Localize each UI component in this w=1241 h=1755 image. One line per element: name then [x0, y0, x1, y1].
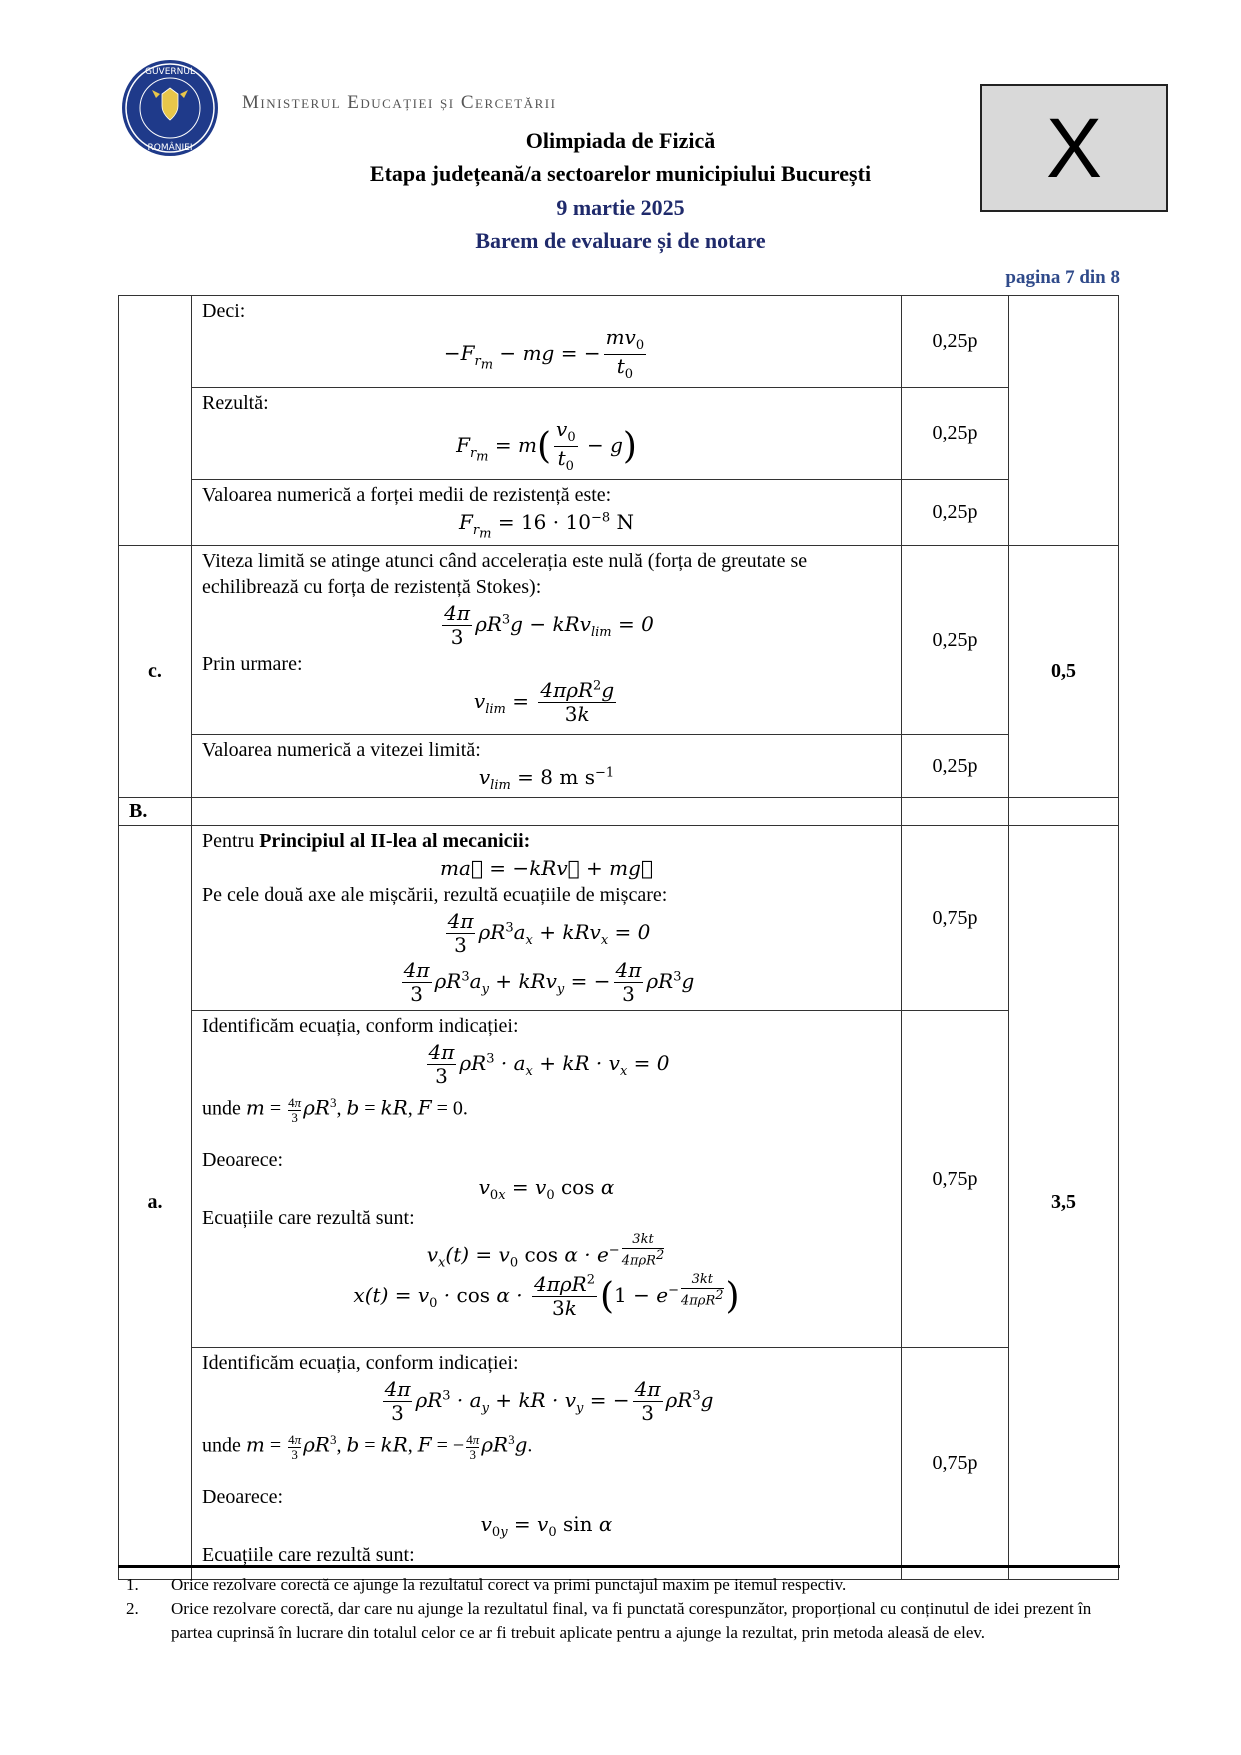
- step-text: unde: [202, 1435, 241, 1457]
- solution-cell: [192, 826, 902, 1011]
- section-label: B.: [119, 798, 192, 826]
- points-cell: 0,25p: [902, 546, 1009, 735]
- force-unit: N: [616, 509, 634, 534]
- item-label: a.: [119, 826, 192, 1580]
- table-row: [119, 546, 1119, 735]
- step-text: Deoarece:: [202, 1149, 284, 1172]
- equation: $\frac{4\pi}{3}$ $\rho R^3g - kRv_{lim} = 0$: [444, 601, 654, 650]
- ministry-name: Ministerul Educației și Cercetării: [242, 92, 557, 113]
- velocity-exponent: −1: [594, 765, 615, 781]
- total-cell: 3,5: [1009, 826, 1119, 1580]
- empty-cell: [902, 798, 1009, 826]
- exam-date: 9 martie 2025: [556, 195, 685, 220]
- table-row: [119, 735, 1119, 798]
- grade-box: X: [980, 84, 1168, 212]
- footnote-text: Orice rezolvare corectă, dar care nu ajunge la rezultatul final, va fi punctată corespunzător, proporțional cu conținutul de idei prezent în partea cuprinsă în lucrare din totalul celor ce ar fi trebuit aplicate pentru a ajunge la rezultat, prin metoda aleasă de elev.: [171, 1599, 1092, 1642]
- step-text: unde: [202, 1098, 241, 1120]
- points-cell: 0,75p: [902, 826, 1009, 1011]
- step-text: Identificăm ecuația, conform indicației:: [202, 1015, 519, 1038]
- step-text: Pe cele două axe ale mișcării, rezultă ecuațiile de mișcare:: [202, 884, 668, 907]
- solution-cell: [192, 296, 902, 388]
- svg-text:GUVERNUL: GUVERNUL: [145, 67, 195, 77]
- olympiad-title: Olimpiada de Fizică: [525, 128, 716, 153]
- step-text: Prin urmare:: [202, 653, 303, 676]
- step-text-bold: Principiul al II-lea al mecanicii:: [259, 830, 531, 853]
- footnote-item: [118, 1597, 1118, 1645]
- item-label: c.: [119, 546, 192, 798]
- step-text: Ecuațiile care rezultă sunt:: [202, 1207, 415, 1230]
- step-text: Deci:: [202, 300, 246, 322]
- table-row: [119, 296, 1119, 388]
- step-text: Rezultă:: [202, 391, 269, 414]
- points-cell: 0,75p: [902, 1011, 1009, 1348]
- equation: $v_{0y} = v_0$ sin α: [480, 1512, 613, 1541]
- equation: $\frac{4\pi}{3}$ $\rho R^3 \cdot a_y$ + kR · $v_y$ = − $\frac{4\pi}{3}$ $\rho R^3g$: [384, 1377, 714, 1426]
- equation: $v_{lim} = 8$ m $s^{-1}$: [478, 765, 615, 794]
- footnote-divider: [118, 1565, 1120, 1568]
- points-cell: 0,25p: [902, 387, 1009, 479]
- equation: $\frac{4\pi}{3}$ $\rho R^3 \cdot a_x$ + kR · $v_x = 0$: [428, 1040, 670, 1089]
- empty-cell: [1009, 798, 1119, 826]
- table-row: [119, 1011, 1119, 1348]
- item-label-empty: [119, 296, 192, 546]
- force-value: 16 · 10: [520, 509, 591, 534]
- step-text: Ecuațiile care rezultă sunt:: [202, 1544, 415, 1567]
- step-text: Pentru: [202, 830, 255, 853]
- footnote-number: 1.: [126, 1575, 139, 1594]
- points-cell: 0,75p: [902, 1348, 1009, 1580]
- solution-cell: Identificăm ecuația, conform indicației: $\frac{4\pi}{3}$ $\rho R^3 \cdot a_y$ + kR · $v_y$ = − $\frac{4\pi}{3}$ $\rho R^3g$ unde m = $\frac{4\pi}{3}$ $\rho R^3$, b = kR, F = − $\frac{4\pi}{3}$ $\rho R^3g$. Deoarece: $v_{0y} = v_0$ sin α Ecuațiile care rezultă sunt:: [192, 1348, 902, 1580]
- equation: $F_{r_m} = 16 \cdot 10^{-8}$ N: [459, 509, 634, 542]
- table-row: [119, 1348, 1119, 1580]
- equation: $-F_{r_m}$ − mg = − $\frac{mv_0}{t_0}$: [443, 325, 645, 382]
- velocity-value: 8 m s: [540, 765, 595, 790]
- step-text: Identificăm ecuația, conform indicației:: [202, 1352, 519, 1375]
- force-exponent: −8: [590, 510, 611, 526]
- equation: $\frac{4\pi}{3}$ $\rho R^3a_y + kRv_y$ = − $\frac{4\pi}{3}$ $\rho R^3g$: [403, 958, 695, 1007]
- points-cell: 0,25p: [902, 296, 1009, 388]
- solution-cell: [192, 546, 902, 735]
- svg-text:ROMÂNIEI: ROMÂNIEI: [147, 143, 193, 153]
- footnotes: [118, 1573, 1118, 1645]
- footnote-item: [118, 1573, 1118, 1597]
- points-cell: 0,25p: [902, 735, 1009, 798]
- points-cell: 0,25p: [902, 479, 1009, 546]
- table-row: [119, 387, 1119, 479]
- equation: $\frac{4\pi}{3}$ $\rho R^3a_x + kRv_x = 0$: [447, 909, 651, 958]
- table-row: [119, 479, 1119, 546]
- total-cell-empty: [1009, 296, 1119, 546]
- empty-cell: [192, 798, 902, 826]
- scoring-table: [118, 295, 1119, 1580]
- step-text: Valoarea numerică a vitezei limită:: [202, 739, 481, 762]
- equation: $v_x(t) = v_0$ $\cos \alpha \cdot e^{- 3kt 4\pi\rho R^2}$: [426, 1232, 665, 1271]
- step-text: Viteza limită se atinge atunci când accelerația este nulă (forța de greutate se echilibrează cu forța de rezistență Stokes):: [202, 550, 808, 599]
- equation: $F_{r_m} = m$( $\frac{v_0}{t_0}$ − g): [456, 416, 637, 474]
- stage-title: Etapa județeană/a sectoarelor municipiului București: [369, 161, 872, 186]
- equation: $v_{0x} = v_0$ cos α: [478, 1175, 615, 1204]
- footnote-number: 2.: [126, 1599, 139, 1618]
- document-type: Barem de evaluare și de notare: [475, 228, 766, 253]
- equation: $v_{lim}$ = $\frac{4\pi\rho R^2g}{3k}$: [473, 678, 615, 727]
- step-text: Deoarece:: [202, 1486, 284, 1509]
- equation: ma⃗ = −kRv⃗ + mg⃗: [440, 856, 653, 881]
- table-row: [119, 826, 1119, 1011]
- page-number: pagina 7 din 8: [1005, 267, 1120, 288]
- table-row: [119, 798, 1119, 826]
- solution-cell: Identificăm ecuația, conform indicației: $\frac{4\pi}{3}$ $\rho R^3 \cdot a_x$ + kR · $v_x = 0$ unde m = $\frac{4\pi}{3}$ $\rho R^3$, b = kR, F = 0. Deoarece: $v_{0x} = v_0$ cos α Ecuațiile care rezultă sunt: $v_x(t) = v_0$ $\cos \alpha \cdot e^{- 3kt 4\pi\rho R^2}$ $x(t) = v_0 \cdot \cos \alpha$ · $\frac{4\pi\rho R^2}{3k}$ ($1 - e^{- 3kt 4\pi\rho R^2}$ ): [192, 1011, 902, 1348]
- step-text: Valoarea numerică a forței medii de rezistență este:: [202, 483, 612, 506]
- total-cell: 0,5: [1009, 546, 1119, 798]
- solution-cell: [192, 479, 902, 546]
- equation: $x(t) = v_0 \cdot \cos \alpha$ · $\frac{4\pi\rho R^2}{3k}$ ($1 - e^{- 3kt 4\pi\rho R^2}$ ): [353, 1271, 740, 1320]
- solution-cell: [192, 387, 902, 479]
- footnote-text: Orice rezolvare corectă ce ajunge la rezultatul corect va primi punctajul maxim pe itemul respectiv.: [171, 1575, 847, 1594]
- solution-cell: [192, 735, 902, 798]
